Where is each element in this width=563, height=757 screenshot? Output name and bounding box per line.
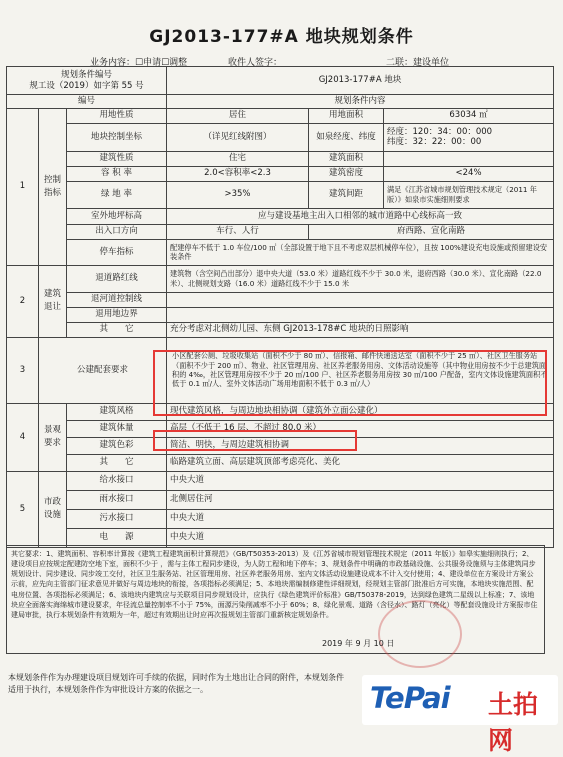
- value-land-area: 63034 ㎡: [384, 108, 554, 123]
- longitude: 经度：120：34：00：000: [387, 126, 493, 137]
- value-ground-level: 应与建设基地主出入口相邻的城市道路中心线标高一致: [167, 208, 554, 224]
- table-row: [7, 292, 554, 307]
- issue-date: 2019 年 9 月 10 日: [322, 639, 395, 648]
- other-requirements: 其它要求：1、建筑面积、容积率计算按《建筑工程建筑面积计算规范》（GB/T50353-2013）及《江苏省城市规划管理技术规定（2011 年版）》如皋实施细则执行；2、建设项目应按规定配建防空地下室，面积不少于 ，需与主体工程同步建设，为人防工程和地下停车；3、规划条件中明确的市政基础设施、公共服务设施须与主体建筑同步规划设计、同步建设、同步竣工交付，社区卫生服务站、社区管理用房、社区养老服务用房、室内文体活动设施建设成本不计入交付使用；4、建设单位在方案设计方案公示前，应先向主管部门征求意见并做好与周边地块的衔接，各项指标必须满足；5、本地块需编制修建性详细规划，经规划主管部门批准后方可实施，本地块实施范围、配电房位置、各项指标必须满足；6、该地块内建筑应与关联项目同步规划设计，应执行《绿色建筑评价标准》GB/T50378-2019，达到绿色建筑二星级以上标准；7、该地块应全面落实海绵城市建设要求，年径流总量控制率不小于 75%，面源污染削减率不小于 60%；8、绿化景观、道路（含径水）、路灯（亮化）等配套设施设计方案报市住建局审批，执行本规划条件有效期为一年，超过有效期出让时应再次报规划主管部门重新核定规划条件。: [6, 545, 545, 654]
- label-spacing: 建筑间距: [309, 181, 384, 208]
- value-floor-area: [384, 151, 554, 166]
- label-lon-lat: 如泉经度、纬度: [309, 123, 384, 151]
- label-facilities: 公建配套要求: [39, 337, 167, 403]
- section-number: 2: [7, 265, 39, 337]
- table-row: [7, 454, 554, 471]
- value-road-setback: 建筑物（含空间凸出部分）退中央大道（53.0 米）道路红线不少于 30.0 米，退府西路（30.0 米）、宣化南路（22.0 米）、北侧规划支路（16.0 米）道路红线不少于 15.0 米: [167, 265, 554, 292]
- label-parking: 停车指标: [67, 239, 167, 265]
- official-seal-icon: [378, 600, 462, 668]
- header-row: [7, 67, 554, 95]
- code-label: 规划条件编号: [60, 69, 112, 80]
- value-style: 现代建筑风格，与周边地块相协调（建筑外立面公建化）: [167, 403, 554, 420]
- content-header: 规划条件内容: [167, 95, 554, 109]
- value-entrance-mode: 车行、人行: [167, 224, 309, 239]
- value-spacing: 满足《江苏省城市规划管理技术规定（2011 年版）》如泉市实施细则要求: [384, 181, 554, 208]
- value-volume: 高层（不低于 16 层、不超过 80.0 米）: [167, 420, 554, 437]
- value-water: 中央大道: [167, 471, 554, 490]
- table-row: [7, 239, 554, 265]
- value-color: 简洁、明快，与周边建筑相协调: [167, 437, 554, 454]
- label-water: 给水接口: [67, 471, 167, 490]
- label-river-setback: 退河道控制线: [67, 292, 167, 307]
- business-type: 业务内容：☐申请☐调整: [90, 58, 188, 68]
- label-green-ratio: 绿 地 率: [67, 181, 167, 208]
- label-ground-level: 室外地坪标高: [67, 208, 167, 224]
- value-parking: 配建停车不低于 1.0 车位/100 ㎡（全部设置于地下且不考虑双层机械停车位），且按 100%建设充电设施或预留建设安装条件: [167, 239, 554, 265]
- table-row: [7, 322, 554, 337]
- code-cell: [7, 67, 167, 95]
- value-other-setback: 充分考虑对北侧幼儿园、东侧 GJ2013-178#C 地块的日照影响: [167, 322, 554, 337]
- section-category: 控制指标: [39, 108, 67, 265]
- label-land-use: 用地性质: [67, 108, 167, 123]
- label-far: 容 积 率: [67, 166, 167, 181]
- label-power: 电 源: [67, 528, 167, 547]
- label-style: 建筑风格: [67, 403, 167, 420]
- value-facilities: 小区配套公厕、垃圾收集站（面积不少于 80 ㎡）、信报箱、邮件快递送达室（面积不少于 25 ㎡）、社区卫生服务站（面积不少于 200 ㎡）、物业、社区管理用房、社区养老服务用房、文体活动设施等（其中物业用房按不少于总建筑面积的 4‰，社区管理用房按不少于 20 ㎡/100 户、社区养老服务用房按 30 ㎡/100 户配备，室内文体设施建筑面积不低于 0.1 ㎡/人、室外文体活动广场用地面积不低于 0.3 ㎡/人）: [167, 337, 554, 403]
- table-row: [7, 471, 554, 490]
- table-row: [7, 151, 554, 166]
- value-far: 2.0<容积率<2.3: [167, 166, 309, 181]
- table-row: [7, 181, 554, 208]
- watermark-cn: 土拍网: [488, 690, 539, 755]
- value-entrance-roads: 府西路、宣化南路: [309, 224, 554, 239]
- table-row: [7, 166, 554, 181]
- label-rainwater: 雨水接口: [67, 490, 167, 509]
- value-river-setback: [167, 292, 554, 307]
- table-row: [7, 108, 554, 123]
- value-other-landscape: 临路建筑立面、高层建筑顶部考虑亮化、美化: [167, 454, 554, 471]
- label-density: 建筑密度: [309, 166, 384, 181]
- value-sewage: 中央大道: [167, 509, 554, 528]
- plot-name: GJ2013-177#A 地块: [167, 67, 554, 95]
- section-number: 3: [7, 337, 39, 403]
- table-row: [7, 208, 554, 224]
- label-coordinates: 地块控制坐标: [67, 123, 167, 151]
- value-green-ratio: >35%: [167, 181, 309, 208]
- volume-highlight-box: [153, 430, 357, 451]
- watermark-logo: [362, 675, 558, 755]
- table-row: [7, 123, 554, 151]
- value-boundary-setback: [167, 307, 554, 322]
- table-row: [7, 490, 554, 509]
- label-sewage: 污水接口: [67, 509, 167, 528]
- receiver-signature: 收件人签字：: [228, 58, 283, 68]
- planning-conditions-table: [6, 66, 554, 548]
- label-color: 建筑色彩: [67, 437, 167, 454]
- label-road-setback: 退道路红线: [67, 265, 167, 292]
- table-row: [7, 307, 554, 322]
- footer-note: 本规划条件作为办理建设项目规划许可手续的依据，同时作为土地出让合同的附件，本规划条件适用于执行，本规划条件作为审批设计方案的依据之一。: [8, 673, 344, 694]
- value-coordinates: （详见红线附图）: [167, 123, 309, 151]
- label-volume: 建筑体量: [67, 420, 167, 437]
- section-number: 4: [7, 403, 39, 471]
- section-number: 1: [7, 108, 39, 265]
- section-category: 景观要求: [39, 403, 67, 471]
- label-boundary-setback: 退用地边界: [67, 307, 167, 322]
- label-other-setback: 其 它: [67, 322, 167, 337]
- table-row: [7, 265, 554, 292]
- label-other-landscape: 其 它: [67, 454, 167, 471]
- section-number: 5: [7, 471, 39, 547]
- value-power: 中央大道: [167, 528, 554, 547]
- value-land-use: 居住: [167, 108, 309, 123]
- section-category: 市政设施: [39, 471, 67, 547]
- value-building-type: 住宅: [167, 151, 309, 166]
- label-floor-area: 建筑面积: [309, 151, 384, 166]
- document-title: GJ2013-177#A 地块规划条件: [149, 27, 414, 47]
- latitude: 纬度：32：22：00：00: [387, 137, 482, 148]
- number-header: 编号: [7, 95, 167, 109]
- copy-label: 二联：建设单位: [386, 58, 450, 68]
- table-row: [7, 509, 554, 528]
- value-density: <24%: [384, 166, 554, 181]
- label-building-type: 建筑性质: [67, 151, 167, 166]
- label-entrance: 出入口方向: [67, 224, 167, 239]
- watermark-en: TePai: [370, 681, 450, 715]
- table-row: [7, 224, 554, 239]
- value-lon-lat: [384, 123, 554, 151]
- facilities-highlight-box: [153, 350, 547, 416]
- code-value: 规工设（2019）如字第 55 号: [29, 80, 144, 91]
- section-category: 建筑退让: [39, 265, 67, 337]
- header-row-2: [7, 95, 554, 109]
- label-land-area: 用地面积: [309, 108, 384, 123]
- value-rainwater: 北侧居住河: [167, 490, 554, 509]
